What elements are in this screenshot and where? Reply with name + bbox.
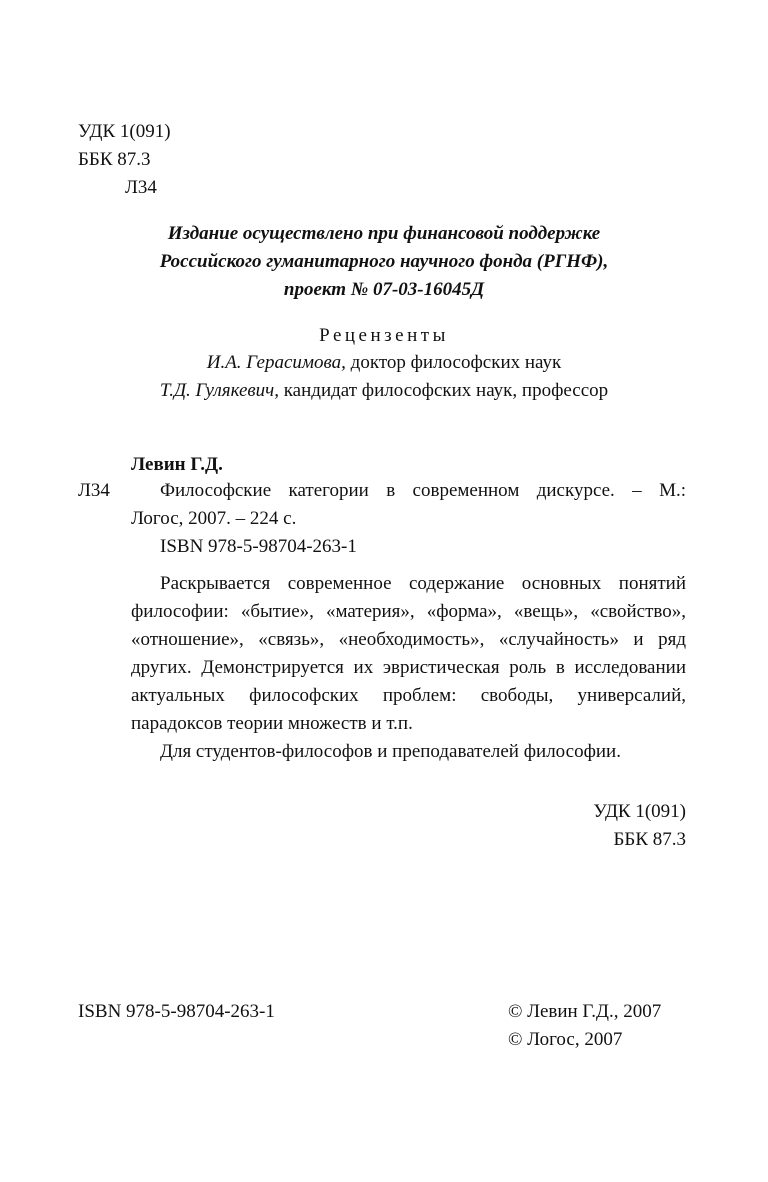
bibliography-line-1: Философские категории в современном дискурсе. – М.:	[160, 480, 686, 501]
bbk-code: ББК 87.3	[613, 829, 686, 850]
annotation-paragraph: Для студентов-философов и преподавателей философии.	[160, 741, 621, 762]
bibliography-record	[131, 477, 686, 561]
bibliography-author: Левин Г.Д.	[131, 454, 223, 475]
classification-block-right	[593, 798, 686, 854]
reviewer	[0, 377, 768, 405]
funding-line-1: Издание осуществлено при финансовой поддержке	[167, 223, 601, 244]
bibliography-line-2: Логос, 2007. – 224 с.	[131, 508, 297, 529]
reviewer-title: доктор философских наук	[345, 352, 562, 373]
reviewer-name: Т.Д. Гулякевич,	[159, 380, 279, 401]
funding-line-2: Российского гуманитарного научного фонда (РГНФ),	[159, 251, 609, 272]
funding-note	[0, 220, 768, 304]
reviewers-heading: Рецензенты	[319, 325, 449, 346]
author-mark: Л34	[125, 177, 157, 198]
reviewer-name: И.А. Герасимова,	[206, 352, 346, 373]
copyright-author: © Левин Г.Д., 2007	[508, 1001, 662, 1022]
funding-line-3: проект № 07-03-16045Д	[283, 279, 485, 300]
copyright-block	[508, 998, 661, 1054]
udk-code: УДК 1(091)	[593, 801, 686, 822]
annotation	[131, 570, 686, 766]
classification-block	[78, 118, 171, 202]
reviewer	[0, 349, 768, 377]
footer-isbn: ISBN 978-5-98704-263-1	[78, 1001, 275, 1022]
reviewers-list	[0, 349, 768, 405]
copyright-publisher: © Логос, 2007	[508, 1029, 623, 1050]
reviewer-title: кандидат философских наук, профессор	[278, 380, 609, 401]
udk-code: УДК 1(091)	[78, 121, 171, 142]
bibliography-code: Л34	[78, 480, 110, 501]
annotation-paragraph: Раскрывается современное содержание основных понятий философии: «бытие», «материя», «форма», «вещь», «свойство», «отношение», «связь», «необходимость», «случайность» и ряд других. Демонстрируется их эвристическая роль в исследовании актуальных философских проблем: свободы, универсалий, парадоксов теории множеств и т.п.	[131, 573, 686, 734]
bibliography-isbn: ISBN 978-5-98704-263-1	[160, 536, 357, 557]
bbk-code: ББК 87.3	[78, 149, 151, 170]
